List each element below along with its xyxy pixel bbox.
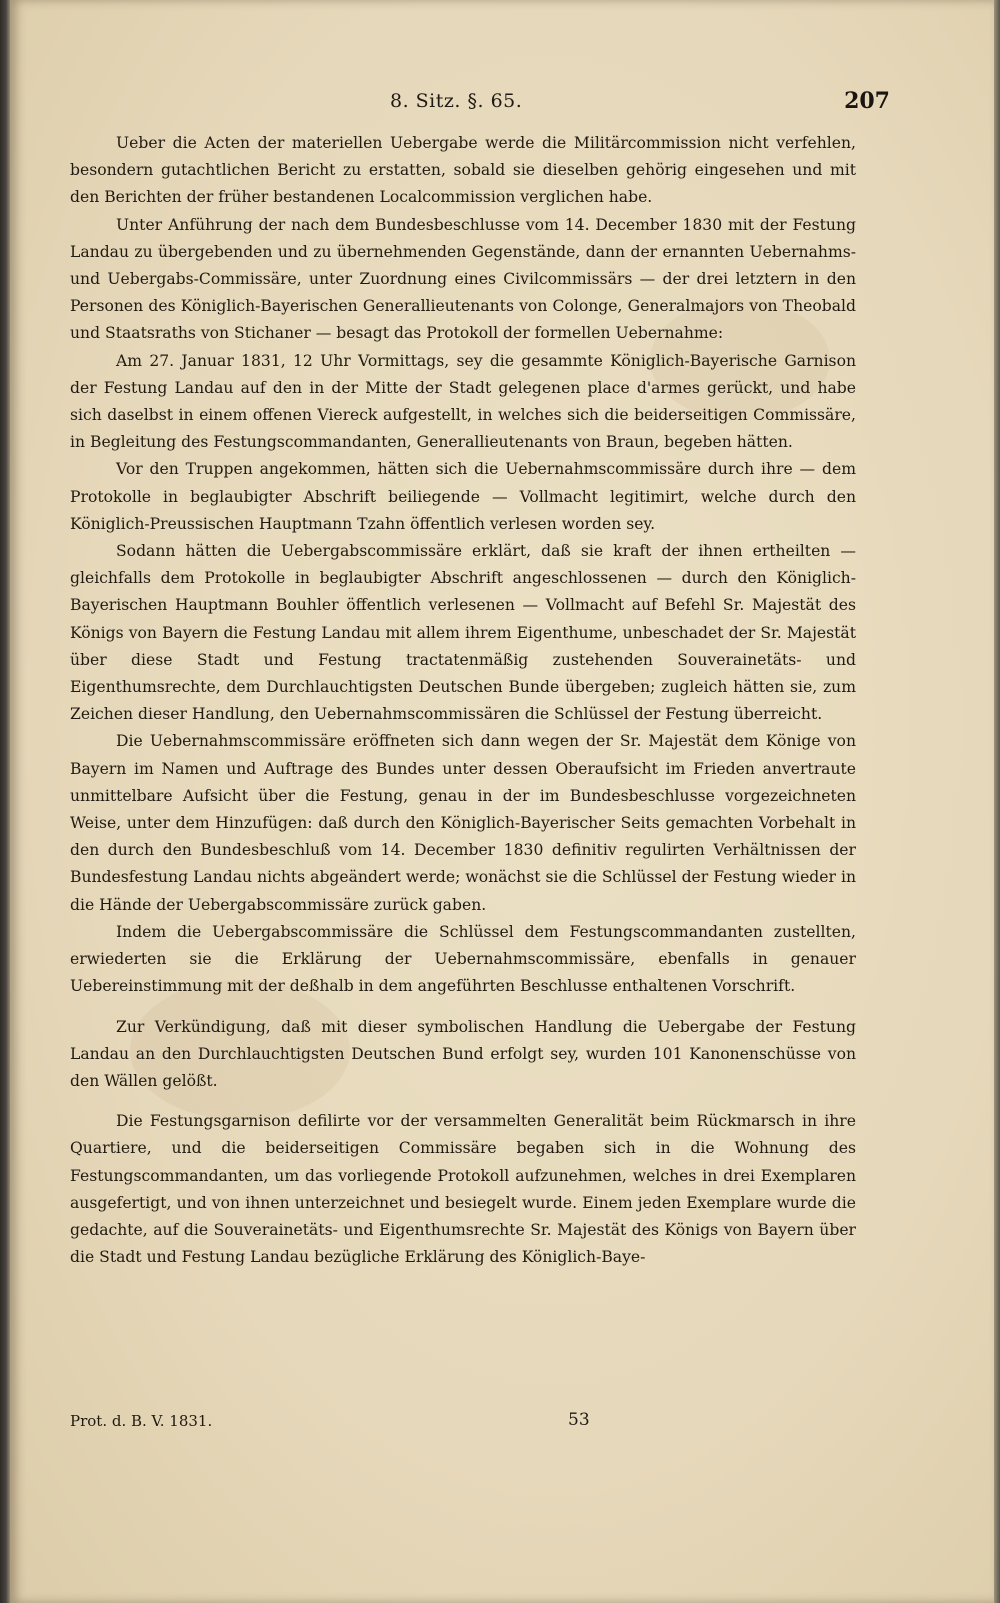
- page-header: [70, 88, 890, 120]
- paragraph: Zur Verkündigung, daß mit dieser symbolischen Handlung die Uebergabe der Festung Landau an den Durchlauchtigsten Deutschen Bund erfolgt sey, wurden 101 Kanonenschüsse von den Wällen gelößt.: [70, 1017, 856, 1090]
- footer-reference: Prot. d. B. V. 1831.: [70, 1412, 213, 1430]
- paragraph: Ueber die Acten der materiellen Uebergabe werde die Militärcommission nicht verfehlen, besondern gutachtlichen Bericht zu erstatten, sobald sie dieselben gehörig eingesehen und mit den Berichten der früher bestandenen Localcommission verglichen habe.: [70, 134, 856, 207]
- page-number: 207: [844, 88, 890, 114]
- book-page: [10, 0, 994, 1603]
- paragraph: Die Uebernahmscommissäre eröffneten sich dann wegen der Sr. Majestät dem Könige von Bayern im Namen und Auftrage des Bundes unter dessen Oberaufsicht im Frieden anvertraute unmittelbare Aufsicht über die Festung, genau in der im Bundesbeschlusse vorgezeichneten Weise, unter dem Hinzufügen: daß durch den Königlich-Bayerischer Seits gemachten Vorbehalt in den durch den Bundesbeschluß vom 14. December 1830 definitiv regulirten Verhältnissen der Bundesfestung Landau nichts abgeändert werde; wonächst sie die Schlüssel der Festung wieder in die Hände der Uebergabscommissäre zurück gaben.: [70, 732, 856, 914]
- running-head: 8. Sitz. §. 65.: [390, 90, 523, 112]
- paragraph: Indem die Uebergabscommissäre die Schlüssel dem Festungscommandanten zustellten, erwiederten sie die Erklärung der Uebernahmscommissäre, ebenfalls in genauer Uebereinstimmung mit der deßhalb in dem angeführten Beschlusse enthaltenen Vorschrift.: [70, 922, 856, 996]
- paragraph: Die Festungsgarnison defilirte vor der versammelten Generalität beim Rückmarsch in ihre Quartiere, und die beiderseitigen Commissäre begaben sich in die Wohnung des Festungscommandanten, um das vorliegende Protokoll aufzunehmen, welches in drei Exemplaren ausgefertigt, und von ihnen unterzeichnet und besiegelt wurde. Einem jeden Exemplare wurde die gedachte, auf die Souverainetäts- und Eigenthumsrechte Sr. Majestät des Königs von Bayern über die Stadt und Festung Landau bezügliche Erklärung des Königlich-Baye-: [70, 1112, 856, 1267]
- paragraph: Sodann hätten die Uebergabscommissäre erklärt, daß sie kraft der ihnen ertheilten — gleichfalls dem Protokolle in beglaubigter Abschrift angeschlossenen — durch den Königlich-Bayerischen Hauptmann Bouhler öffentlich verlesenen — Vollmacht auf Befehl Sr. Majestät des Königs von Bayern die Festung Landau mit allem ihrem Eigenthume, unbeschadet der Sr. Majestät über diese Stadt und Festung tractatenmäßig zustehenden Souverainetäts- und Eigenthumsrechte, dem Durchlauchtigsten Deutschen Bunde übergeben; zugleich hätten sie, zum Zeichen dieser Handlung, den Uebernahmscommissären die Schlüssel der Festung überreicht.: [70, 542, 856, 724]
- paragraph: Am 27. Januar 1831, 12 Uhr Vormittags, sey die gesammte Königlich-Bayerische Garnison der Festung Landau auf den in der Mitte der Stadt gelegenen place d'armes gerückt, und habe sich daselbst in einem offenen Viereck aufgestellt, in welches sich die beiderseitigen Commissäre, in Begleitung des Festungscommandanten, Generallieutenants von Braun, begeben hätten.: [70, 351, 856, 452]
- paragraph: Vor den Truppen angekommen, hätten sich die Uebernahmscommissäre durch ihre — dem Protokolle in beglaubigter Abschrift beiliegende — Vollmacht legitimirt, welche durch den Königlich-Preussischen Hauptmann Tzahn öffentlich verlesen worden sey.: [70, 460, 856, 533]
- signature-mark: 53: [568, 1410, 590, 1430]
- body-text: [70, 130, 856, 1271]
- paragraph: Unter Anführung der nach dem Bundesbeschlusse vom 14. December 1830 mit der Festung Landau zu übergebenden und zu übernehmenden Gegenstände, dann der ernannten Uebernahms- und Uebergabs-Commissäre, unter Zuordnung eines Civilcommissärs — der drei letztern in den Personen des Königlich-Bayerischen Generallieutenants von Colonge, Generalmajors von Theobald und Staatsraths von Stichaner — besagt das Protokoll der formellen Uebernahme:: [70, 215, 856, 343]
- page-footer: [70, 1412, 870, 1436]
